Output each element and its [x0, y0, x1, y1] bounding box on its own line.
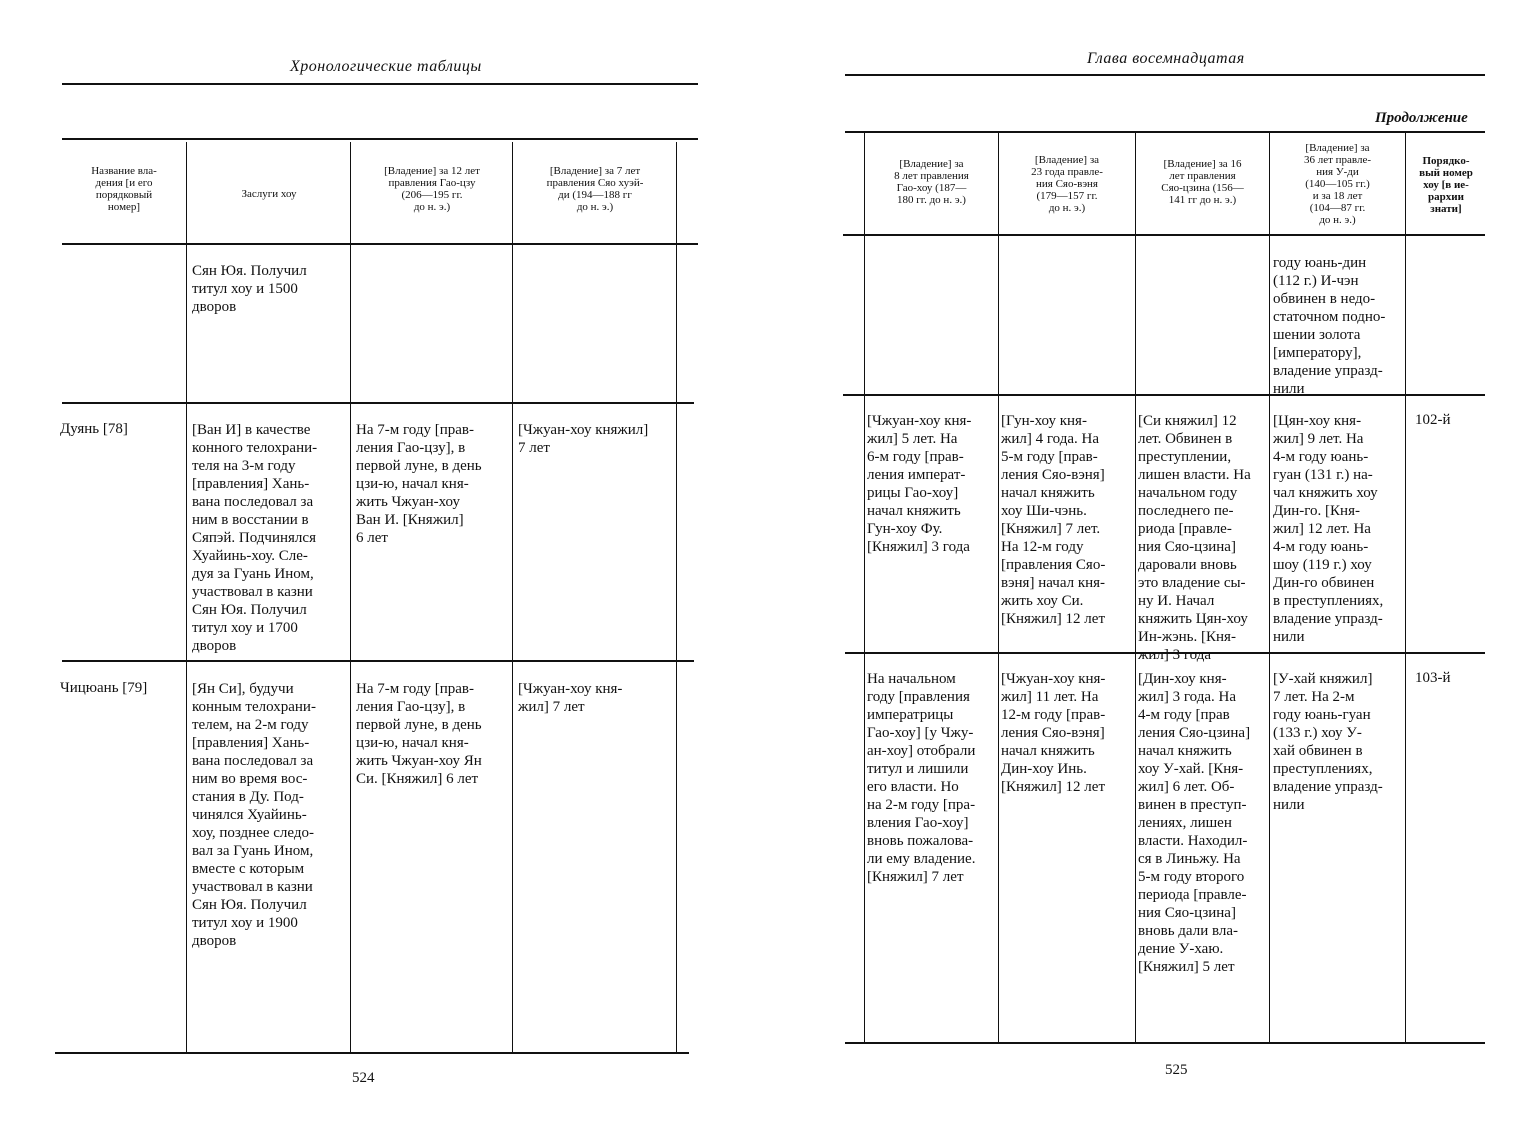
header-xiaojing: [Владение] за 16 лет правления Сяо-цзина (156— 141 гг до н. э.) [1161, 158, 1244, 206]
header-wudi: [Владение] за 36 лет правле- ния У-ди (140—105 гг.) и за 18 лет (104—87 гг. до н. э.) [1303, 142, 1372, 226]
row-rule-left-1 [62, 402, 694, 404]
header-bottom-rule-left [62, 243, 698, 245]
col-line-left-2 [350, 142, 351, 1054]
row-gaohou: [Чжуан-хоу кня- жил] 5 лет. На 6-м году [прав- ления императ- рицы Гао-хоу] начал княжить Гун-хоу Фу. [Княжил] 3 года [867, 413, 972, 555]
right-page [765, 0, 1530, 1148]
header-xiaowen: [Владение] за 23 года правле- ния Сяо-вэня (179—157 гг. до н. э.) [1031, 154, 1103, 214]
head-rule-left [62, 83, 698, 85]
row-name: Дуянь [78] [60, 421, 128, 437]
head-rule-right [845, 74, 1485, 76]
running-head-left: Хронологические таблицы [290, 58, 482, 75]
row-xiaojing: [Си княжил] 12 лет. Обвинен в преступлении, лишен власти. На начальном году последнего пе- риода [правле- ния Сяо-цзина] даровали вновь это владение сы- ну И. Начал княжить Цян-хоу Ин-жэнь. [Кня- жил] 3 года [1138, 413, 1251, 663]
table-bottom-rule-left [55, 1052, 689, 1054]
header-xiaohui: [Владение] за 7 лет правления Сяо хуэй- ди (194—188 гг до н. э.) [546, 165, 644, 213]
col-line-left-4 [676, 142, 677, 1054]
continued-label: Продолжение [1375, 110, 1468, 126]
col-line-right-4 [1405, 133, 1406, 1044]
row-wudi: [У-хай княжил] 7 лет. На 2-м году юань-гуан (133 г.) хоу У- хай обвинен в преступлениях, владение упразд- нили [1273, 671, 1383, 813]
row-merits: [Ван И] в качестве конного телохрани- теля на 3-м году [правления] Хань- вана последовал за ним в восстании в Сяпэй. Подчинялся Хуайинь-хоу. Сле- дуя за Гуань Ином, участвовал в казни Сян Юя. Получил титул хоу и 1700 дворов [192, 422, 318, 654]
col-line-right-3 [1269, 133, 1270, 1044]
row-gaohou: На начальном году [правления императрицы Гао-хоу] [у Чжу- ан-хоу] отобрали титул и лишили его власти. Но на 2-м году [пра- вления Гао-хоу] вновь пожалова- ли ему владение. [Княжил] 7 лет [867, 671, 976, 885]
row-wudi: [Цян-хоу кня- жил] 9 лет. На 4-м году юань- гуан (131 г.) на- чал княжить хоу Дин-го. [Кня- жил] 12 лет. На 4-м году юань- шоу (119 г.) хоу Дин-го обвинен в преступлениях, владение упразд- нили [1273, 413, 1384, 645]
row-gaozu: На 7-м году [прав- ления Гао-цзу], в первой луне, в день цзи-ю, начал кня- жить Чжуан-хоу Ван И. [Княжил] 6 лет [356, 422, 482, 546]
page-number-right: 525 [1165, 1062, 1188, 1078]
row-rule-left-2 [62, 660, 694, 662]
header-bottom-rule-right [843, 234, 1485, 236]
row-merits: [Ян Си], будучи конным телохрани- телем, на 2-м году [правления] Хань- вана последовал за ним во время вос- стания в Ду. Под- чинялся Хуайинь- хоу, позднее следо- вал за Гуань Ином, вместе с которым участвовал в казни Сян Юя. Получил титул хоу и 1900 дворов [192, 681, 316, 949]
col-line-left-1 [186, 142, 187, 1054]
row-xiaowen: [Чжуан-хоу кня- жил] 11 лет. На 12-м году [прав- ления Сяо-вэня] начал княжить Дин-хоу Инь. [Княжил] 12 лет [1001, 671, 1106, 795]
row-ordinal: 102-й [1415, 412, 1451, 428]
header-gaozu: [Владение] за 12 лет правления Гао-цзу (206—195 гг. до н. э.) [384, 165, 480, 213]
header-ordinal: Порядко- вый номер хоу [в ие- рархии знати] [1419, 155, 1473, 215]
header-name: Название вла- дения [и его порядковый номер] [91, 165, 157, 213]
row-wudi: году юань-дин (112 г.) И-чэн обвинен в недо- статочном подно- шении золота [императору], владение упразд- нили [1273, 255, 1386, 397]
row-ordinal: 103-й [1415, 670, 1451, 686]
page-number-left: 524 [352, 1070, 375, 1086]
row-xiaohui: [Чжуан-хоу кня- жил] 7 лет [518, 681, 623, 715]
header-gaohou: [Владение] за 8 лет правления Гао-хоу (187— 180 гг. до н. э.) [894, 158, 969, 206]
row-xiaowen: [Гун-хоу кня- жил] 4 года. На 5-м году [прав- ления Сяо-вэня] начал княжить хоу Ши-чэнь. [Княжил] 7 лет. На 12-м году [правления Сяо- вэня] начал кня- жить хоу Си. [Княжил] 12 лет [1001, 413, 1106, 627]
col-line-right-0 [864, 133, 865, 1044]
table-top-rule-right [845, 131, 1485, 133]
row-name: Чицюань [79] [60, 680, 148, 696]
header-merits: Заслуги хоу [241, 188, 297, 200]
table-bottom-rule-right [845, 1042, 1485, 1044]
col-line-right-2 [1135, 133, 1136, 1044]
col-line-right-1 [998, 133, 999, 1044]
col-line-left-3 [512, 142, 513, 1054]
table-top-rule-left [62, 138, 698, 140]
row-gaozu: На 7-м году [прав- ления Гао-цзу], в первой луне, в день цзи-ю, начал кня- жить Чжуан-хоу Ян Си. [Княжил] 6 лет [356, 681, 482, 787]
row-merits: Сян Юя. Получил титул хоу и 1500 дворов [192, 263, 307, 315]
row-xiaojing: [Дин-хоу кня- жил] 3 года. На 4-м году [прав ления Сяо-цзина] начал княжить хоу У-хай. [Кня- жил] 6 лет. Об- винен в преступ- лениях, лишен власти. Находил- ся в Линьжу. На 5-м году второго периода [правле- ния Сяо-цзина] вновь дали вла- дение У-хаю. [Княжил] 5 лет [1138, 671, 1251, 975]
row-xiaohui: [Чжуан-хоу княжил] 7 лет [518, 422, 649, 456]
running-head-right: Глава восемнадцатая [1087, 50, 1245, 67]
